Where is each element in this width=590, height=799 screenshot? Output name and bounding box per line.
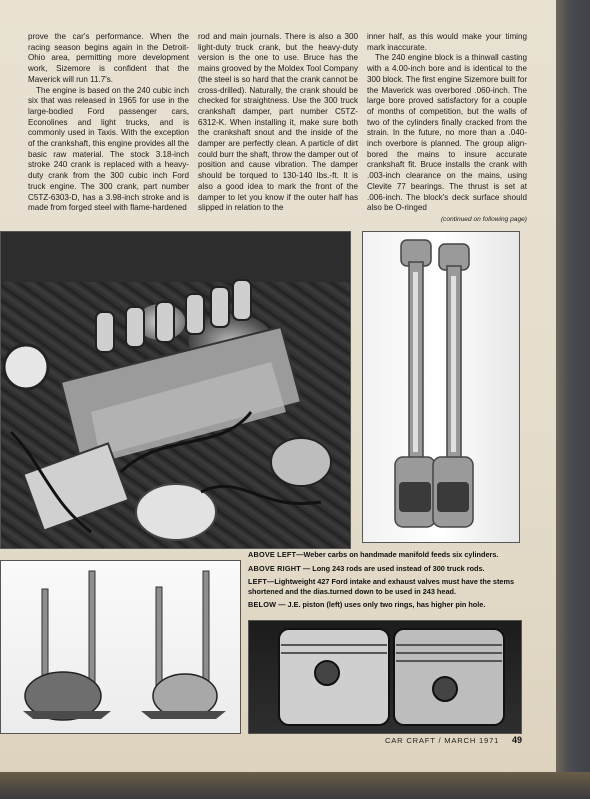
engine-bay-photo — [0, 231, 351, 549]
paragraph: The engine is based on the 240 cubic inch six that was released in 1965 for use in the large-bodied Ford passenger cars, Econolines and light trucks, and is commonly used in Taxis. With the exception of the crankshaft, this engine provides all the basic raw material. The stock 3.18-inch stroke 240 crank is replaced with a heavy-duty crank from the 300 cubic inch Ford truck engine. The 300 crank, part number C5TZ-6303-D, has a 3.98-inch stroke and is made from forged steel with flame-hardened — [28, 85, 189, 213]
valves-photo — [0, 560, 241, 734]
page-bottom-edge — [0, 772, 590, 799]
caption-above-left: ABOVE LEFT—Weber carbs on handmade manifold feeds six cylinders. — [248, 550, 499, 559]
caption-left: LEFT—Lightweight 427 Ford intake and exhaust valves must have the stems shortened and the dias.turned down to be used in 243 head. — [248, 577, 514, 596]
caption-above-right: ABOVE RIGHT — Long 243 rods are used instead of 300 truck rods. — [248, 563, 485, 573]
paragraph: prove the car's performance. When the racing season begins again in the Detroit-Ohio area, permitting more development work, Sizemore is confident that the Maverick will run 11.7's. — [28, 32, 189, 84]
photo-captions — [248, 550, 523, 614]
article-column-1 — [28, 32, 189, 214]
continued-note: (continued on following page) — [440, 215, 527, 223]
paragraph: rod and main journals. There is also a 300 light-duty truck crank, but the heavy-duty version is the one to use. Bruce has the mains grooved by the Moldex Tool Company (the steel is so hard that the crank cannot be cross-drilled). Naturally, the crank should be checked for straightness. Use the 300 truck crankshaft damper, part number C5TZ-6312-K. When installing it, make sure both the crankshaft snout and the inside of the damper are perfectly clean. A particle of dirt could burr the shaft, throw the damper out of position and cause vibration. The damper should be torqued to 130-140 lbs.-ft. It is also a good idea to mark the front of the damper to let you know if the outer half has slipped in relation to the — [198, 32, 358, 213]
connecting-rods-photo — [362, 231, 520, 543]
magazine-name: CAR CRAFT — [385, 736, 436, 745]
page-footer — [385, 736, 499, 745]
paragraph: inner half, as this would make your timing mark inaccurate. — [367, 32, 527, 52]
page-number: 49 — [512, 735, 523, 745]
footer-divider: / — [438, 736, 442, 745]
caption-below: BELOW — J.E. piston (left) uses only two rings, has higher pin hole. — [248, 600, 486, 610]
paragraph: The 240 engine block is a thinwall casting with a 4.00-inch bore and is identical to the 300 block. The first engine Sizemore built for the Maverick was overbored .060-inch. The large bore proved satisfactory for a couple of months of competition, but the walls of two of the cylinders finally cracked from the strain. In the future, no more than a .040-inch overbore is planned. The group align-bored the mains to insure accurate crankshaft fit. Bruce installs the crank with .003-inch clearance on the mains, using Clevite 77 bearings. The thrust is set at .006-inch. The block's deck surface should also be O-ringed — [367, 53, 528, 213]
page-edge-shadow — [556, 0, 590, 799]
article-column-2 — [198, 32, 358, 214]
pistons-photo — [248, 620, 522, 734]
issue-date: MARCH 1971 — [444, 736, 500, 745]
article-column-3 — [367, 32, 527, 226]
